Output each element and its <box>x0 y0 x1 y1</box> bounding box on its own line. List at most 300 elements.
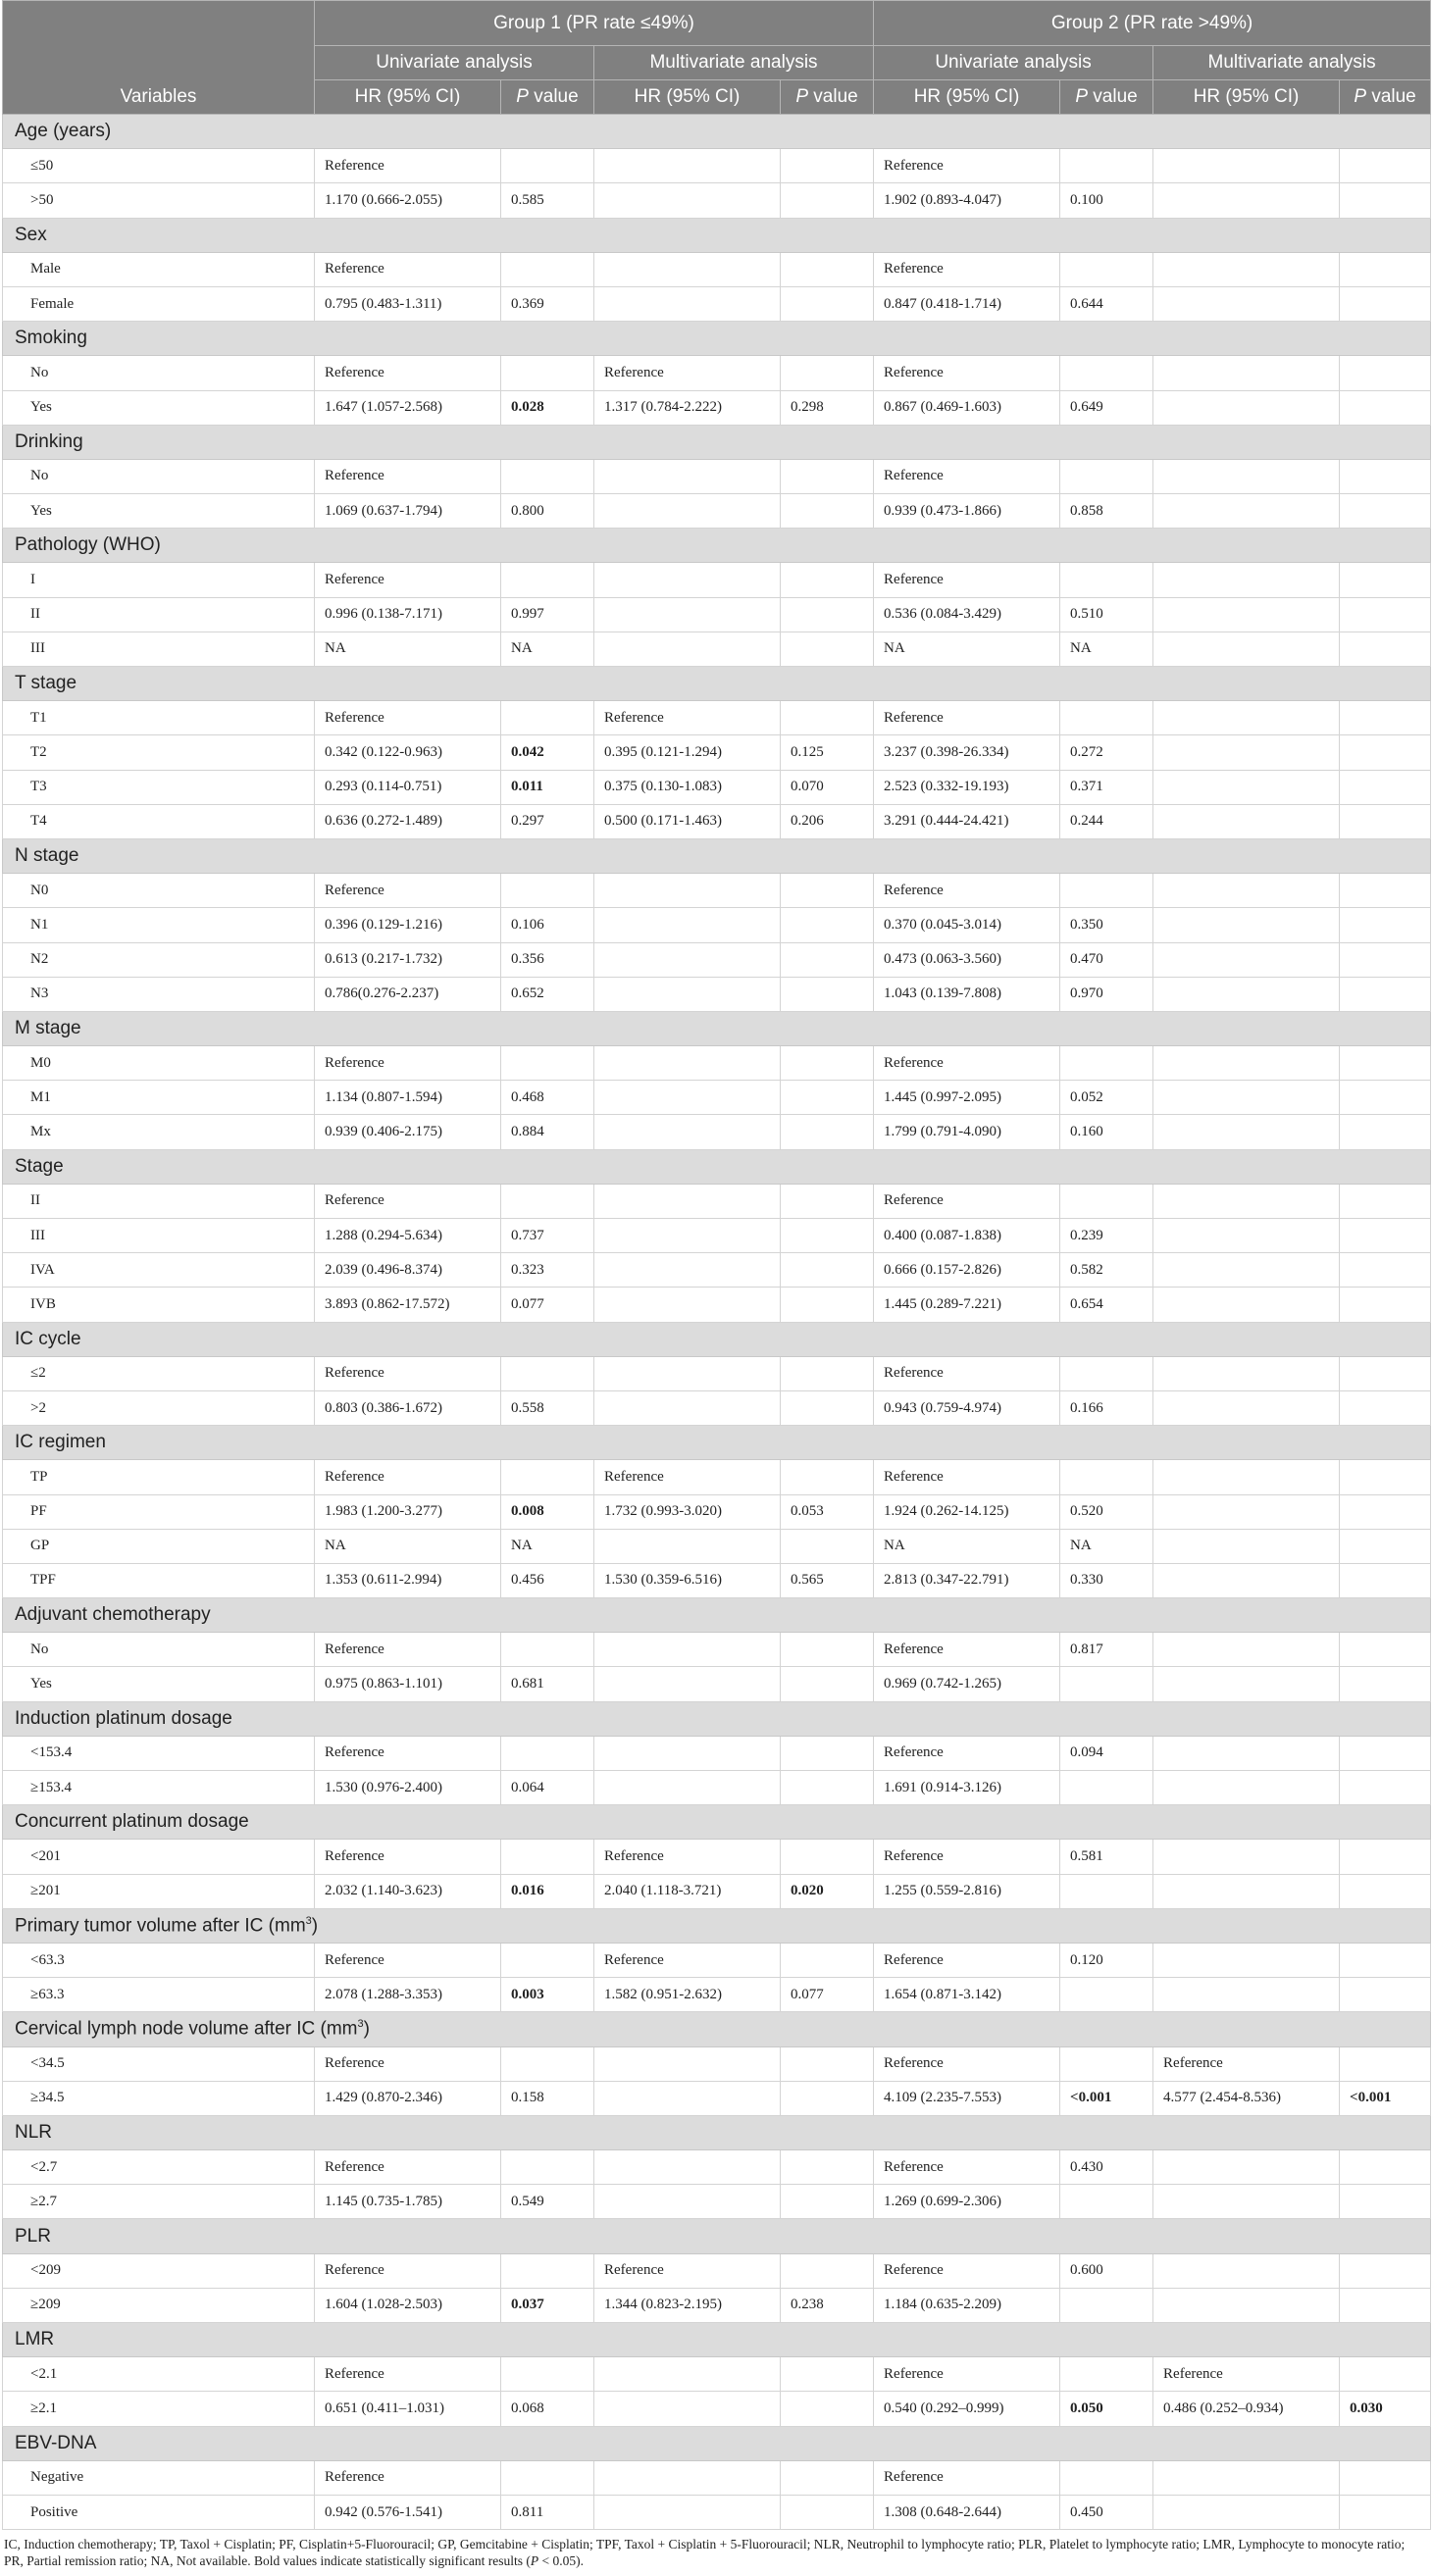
row-label: II <box>3 597 315 631</box>
section-row <box>3 529 1431 563</box>
hr-cell <box>1153 1460 1340 1494</box>
row-label: ≥2.1 <box>3 2392 315 2426</box>
section-title-text: EBV-DNA <box>15 2432 97 2453</box>
hr-cell: Reference <box>874 459 1060 493</box>
p-value-cell <box>1340 2460 1431 2495</box>
hr-cell: 0.500 (0.171-1.463) <box>594 804 781 838</box>
section-row <box>3 1426 1431 1460</box>
p-value-cell <box>1060 874 1153 908</box>
p-value-cell <box>1340 977 1431 1011</box>
hr-cell: Reference <box>874 1460 1060 1494</box>
hr-cell: 0.540 (0.292–0.999) <box>874 2392 1060 2426</box>
p-value-cell <box>501 1046 594 1081</box>
row-label: Negative <box>3 2460 315 2495</box>
row-label: I <box>3 563 315 597</box>
cox-regression-table <box>2 0 1431 2530</box>
section-title-text: Age (years) <box>15 121 112 142</box>
hr-cell: 1.134 (0.807-1.594) <box>315 1081 501 1115</box>
table-row <box>3 252 1431 286</box>
hr-cell <box>1153 1115 1340 1149</box>
hr-cell: 2.813 (0.347-22.791) <box>874 1563 1060 1597</box>
p-value-cell <box>781 1943 874 1977</box>
section-title-text: PLR <box>15 2225 51 2247</box>
p-value-cell <box>501 1736 594 1770</box>
p-value-cell <box>781 149 874 183</box>
p-value-cell: 0.238 <box>781 2288 874 2322</box>
hr-cell: 0.473 (0.063-3.560) <box>874 942 1060 977</box>
table-row <box>3 1736 1431 1770</box>
section-title-text: Concurrent platinum dosage <box>15 1811 249 1833</box>
hr-cell: 1.530 (0.359-6.516) <box>594 1563 781 1597</box>
p-value-cell: 0.206 <box>781 804 874 838</box>
hr-cell <box>594 252 781 286</box>
p-value-cell: 0.239 <box>1060 1219 1153 1253</box>
p-value-cell <box>781 459 874 493</box>
p-value-cell <box>501 701 594 735</box>
p-value-cell <box>1340 286 1431 321</box>
row-label: ≥34.5 <box>3 2081 315 2115</box>
hr-cell <box>1153 2253 1340 2288</box>
hr-cell: 0.795 (0.483-1.311) <box>315 286 501 321</box>
section-title <box>3 529 1431 563</box>
p-value-cell: 0.020 <box>781 1874 874 1908</box>
p-value-word: value <box>808 86 858 107</box>
section-row <box>3 115 1431 149</box>
section-title <box>3 2323 1431 2357</box>
p-value-cell <box>1060 1460 1153 1494</box>
footnote-end: < 0.05). <box>538 2553 585 2569</box>
p-value-cell <box>1060 1184 1153 1218</box>
hr-cell: Reference <box>594 2253 781 2288</box>
p-value-cell <box>501 1356 594 1390</box>
p-value-cell <box>781 1288 874 1322</box>
table-row <box>3 1460 1431 1494</box>
p-value-cell <box>1340 942 1431 977</box>
p-value-cell <box>1060 1771 1153 1805</box>
hr-cell: Reference <box>315 1356 501 1390</box>
hr-cell: 1.647 (1.057-2.568) <box>315 390 501 425</box>
hr-cell: 1.145 (0.735-1.785) <box>315 2185 501 2219</box>
p-value-cell <box>781 1529 874 1563</box>
p-value-cell <box>1060 1667 1153 1701</box>
section-title <box>3 838 1431 873</box>
p-value-cell <box>501 1460 594 1494</box>
hr-cell <box>1153 2288 1340 2322</box>
hr-cell: Reference <box>315 1184 501 1218</box>
hr-cell <box>594 2357 781 2392</box>
section-title-close: ) <box>311 1915 319 1936</box>
section-title <box>3 1701 1431 1736</box>
table-row <box>3 1390 1431 1425</box>
p-value-cell <box>1340 149 1431 183</box>
p-value-cell <box>781 2392 874 2426</box>
hr-cell: 4.577 (2.454-8.536) <box>1153 2081 1340 2115</box>
section-title <box>3 425 1431 459</box>
p-value-cell <box>1340 2150 1431 2185</box>
hr-cell: 0.943 (0.759-4.974) <box>874 1390 1060 1425</box>
table-row <box>3 1046 1431 1081</box>
p-value-cell <box>781 1390 874 1425</box>
section-title <box>3 2219 1431 2253</box>
hr-cell <box>594 1633 781 1667</box>
p-value-cell: 0.125 <box>781 735 874 770</box>
p-value-cell: 0.585 <box>501 183 594 218</box>
hr-cell <box>1153 1356 1340 1390</box>
p-value-cell: 0.817 <box>1060 1633 1153 1667</box>
hr-cell <box>1153 1046 1340 1081</box>
p-value-cell <box>1340 183 1431 218</box>
hr-cell: 1.530 (0.976-2.400) <box>315 1771 501 1805</box>
hr-cell <box>594 597 781 631</box>
section-row <box>3 667 1431 701</box>
p-value-cell: 0.298 <box>781 390 874 425</box>
hr-cell: NA <box>315 1529 501 1563</box>
hr-cell <box>1153 2460 1340 2495</box>
row-label: <2.7 <box>3 2150 315 2185</box>
p-value-cell: 0.158 <box>501 2081 594 2115</box>
hr-cell: 1.654 (0.871-3.142) <box>874 1978 1060 2012</box>
p-value-cell <box>501 1840 594 1874</box>
p-value-cell <box>1340 874 1431 908</box>
section-title <box>3 1426 1431 1460</box>
p-value-cell: 0.244 <box>1060 804 1153 838</box>
hr-cell: Reference <box>594 1460 781 1494</box>
p-value-cell: 0.011 <box>501 770 594 804</box>
p-value-cell <box>781 2046 874 2081</box>
section-title-text: N stage <box>15 845 79 867</box>
p-value-cell <box>781 874 874 908</box>
group2-header: Group 2 (PR rate >49%) <box>874 1 1431 46</box>
row-label: Positive <box>3 2495 315 2529</box>
p-value-cell <box>1060 2460 1153 2495</box>
p-value-cell <box>781 494 874 529</box>
p-value-cell: 0.600 <box>1060 2253 1153 2288</box>
p-value-cell <box>781 286 874 321</box>
p-value-cell: 0.970 <box>1060 977 1153 1011</box>
hr-cell: 0.293 (0.114-0.751) <box>315 770 501 804</box>
hr-cell: 1.170 (0.666-2.055) <box>315 183 501 218</box>
p-value-cell <box>1340 1563 1431 1597</box>
row-label: N2 <box>3 942 315 977</box>
row-label: Male <box>3 252 315 286</box>
p-value-cell: 0.120 <box>1060 1943 1153 1977</box>
table-row <box>3 1978 1431 2012</box>
p-value-cell <box>1340 1633 1431 1667</box>
hr-cell: 0.536 (0.084-3.429) <box>874 597 1060 631</box>
group1-header: Group 1 (PR rate ≤49%) <box>315 1 874 46</box>
p-value-cell: <0.001 <box>1060 2081 1153 2115</box>
hr-cell <box>1153 597 1340 631</box>
section-row <box>3 1149 1431 1184</box>
p-value-cell <box>501 149 594 183</box>
hr-cell: Reference <box>874 701 1060 735</box>
table-row <box>3 286 1431 321</box>
p-value-cell <box>1060 149 1153 183</box>
hr-cell: 2.523 (0.332-19.193) <box>874 770 1060 804</box>
table-row <box>3 1529 1431 1563</box>
section-title-text: T stage <box>15 673 77 694</box>
table-row <box>3 1081 1431 1115</box>
hr-cell <box>1153 908 1340 942</box>
p-value-cell <box>1340 1390 1431 1425</box>
section-row <box>3 1701 1431 1736</box>
table-row <box>3 183 1431 218</box>
hr-cell <box>1153 2185 1340 2219</box>
table-row <box>3 735 1431 770</box>
p-value-header <box>1060 80 1153 115</box>
hr-cell <box>1153 1840 1340 1874</box>
p-value-cell <box>501 874 594 908</box>
section-title <box>3 667 1431 701</box>
hr-cell <box>1153 1667 1340 1701</box>
table-row <box>3 1253 1431 1288</box>
hr-cell <box>594 1529 781 1563</box>
group1-univariate-header: Univariate analysis <box>315 46 594 80</box>
table-row <box>3 390 1431 425</box>
row-label: <201 <box>3 1840 315 1874</box>
hr-cell: NA <box>315 631 501 666</box>
hr-cell: 0.636 (0.272-1.489) <box>315 804 501 838</box>
p-value-cell <box>1060 2185 1153 2219</box>
section-row <box>3 218 1431 252</box>
hr-cell <box>1153 1736 1340 1770</box>
hr-cell: Reference <box>315 1460 501 1494</box>
hr-cell <box>594 563 781 597</box>
hr-cell: Reference <box>315 563 501 597</box>
p-value-cell <box>501 2460 594 2495</box>
table-footnote <box>0 2530 1430 2569</box>
hr-cell: 0.939 (0.406-2.175) <box>315 1115 501 1149</box>
hr-cell: 0.666 (0.157-2.826) <box>874 1253 1060 1288</box>
row-label: Yes <box>3 494 315 529</box>
row-label: ≤50 <box>3 149 315 183</box>
section-row <box>3 1805 1431 1840</box>
row-label: Mx <box>3 1115 315 1149</box>
hr-cell: Reference <box>1153 2046 1340 2081</box>
table-row <box>3 2185 1431 2219</box>
row-label: ≥209 <box>3 2288 315 2322</box>
row-label: No <box>3 356 315 390</box>
hr-cell: 1.317 (0.784-2.222) <box>594 390 781 425</box>
p-value-cell <box>1060 1978 1153 2012</box>
section-row <box>3 1598 1431 1633</box>
p-value-cell <box>501 459 594 493</box>
hr-cell: 0.975 (0.863-1.101) <box>315 1667 501 1701</box>
p-symbol: P <box>1075 86 1089 107</box>
p-value-cell: 0.737 <box>501 1219 594 1253</box>
section-row <box>3 425 1431 459</box>
section-title <box>3 322 1431 356</box>
row-label: ≤2 <box>3 1356 315 1390</box>
hr-cell: 0.803 (0.386-1.672) <box>315 1390 501 1425</box>
hr-cell: 1.902 (0.893-4.047) <box>874 183 1060 218</box>
hr-cell: Reference <box>315 1633 501 1667</box>
section-row <box>3 2115 1431 2149</box>
p-value-cell <box>781 356 874 390</box>
p-value-cell <box>1060 1046 1153 1081</box>
hr-cell <box>594 286 781 321</box>
p-value-cell <box>501 1943 594 1977</box>
p-symbol: P <box>516 86 529 107</box>
row-label: N1 <box>3 908 315 942</box>
table-row <box>3 494 1431 529</box>
hr-cell: 2.040 (1.118-3.721) <box>594 1874 781 1908</box>
section-title <box>3 1598 1431 1633</box>
section-title-text: LMR <box>15 2329 55 2350</box>
row-label: Female <box>3 286 315 321</box>
p-value-cell <box>1340 1184 1431 1218</box>
p-value-cell <box>781 977 874 1011</box>
table-row <box>3 2495 1431 2529</box>
p-value-cell <box>501 2046 594 2081</box>
p-value-cell: 0.644 <box>1060 286 1153 321</box>
hr-cell: Reference <box>315 874 501 908</box>
hr-cell <box>1153 2495 1340 2529</box>
hr-cell: 1.255 (0.559-2.816) <box>874 1874 1060 1908</box>
hr-cell: 1.445 (0.997-2.095) <box>874 1081 1060 1115</box>
hr-ci-header: HR (95% CI) <box>874 80 1060 115</box>
p-symbol: P <box>795 86 809 107</box>
hr-cell <box>1153 390 1340 425</box>
row-label: <34.5 <box>3 2046 315 2081</box>
row-label: <209 <box>3 2253 315 2288</box>
p-value-cell <box>1340 631 1431 666</box>
row-label: PF <box>3 1494 315 1529</box>
p-value-cell: 0.581 <box>1060 1840 1153 1874</box>
hr-ci-header: HR (95% CI) <box>1153 80 1340 115</box>
p-value-cell <box>1340 1978 1431 2012</box>
p-value-cell <box>1340 390 1431 425</box>
hr-cell: 1.445 (0.289-7.221) <box>874 1288 1060 1322</box>
group2-univariate-header: Univariate analysis <box>874 46 1153 80</box>
hr-cell: Reference <box>874 149 1060 183</box>
table-row <box>3 770 1431 804</box>
p-value-cell: 0.077 <box>781 1978 874 2012</box>
p-value-cell <box>1060 1874 1153 1908</box>
hr-cell: Reference <box>874 1633 1060 1667</box>
hr-cell: Reference <box>315 2253 501 2288</box>
p-value-cell: NA <box>501 631 594 666</box>
row-label: ≥63.3 <box>3 1978 315 2012</box>
p-value-cell <box>781 183 874 218</box>
p-value-word: value <box>1088 86 1138 107</box>
hr-cell: 1.732 (0.993-3.020) <box>594 1494 781 1529</box>
p-value-cell <box>781 1184 874 1218</box>
p-value-cell <box>1340 804 1431 838</box>
hr-cell <box>1153 1184 1340 1218</box>
hr-cell: Reference <box>315 2046 501 2081</box>
hr-cell <box>1153 804 1340 838</box>
table-row <box>3 942 1431 977</box>
section-title-superscript: 3 <box>357 2018 364 2031</box>
hr-cell <box>1153 1943 1340 1977</box>
table-row <box>3 977 1431 1011</box>
p-value-cell: 0.811 <box>501 2495 594 2529</box>
p-value-cell <box>1340 563 1431 597</box>
table-row <box>3 1633 1431 1667</box>
hr-cell: Reference <box>874 2460 1060 2495</box>
hr-cell: 0.939 (0.473-1.866) <box>874 494 1060 529</box>
hr-cell <box>594 1390 781 1425</box>
p-value-cell <box>781 631 874 666</box>
hr-cell <box>1153 2150 1340 2185</box>
table-row <box>3 1356 1431 1390</box>
hr-cell <box>1153 286 1340 321</box>
p-value-cell <box>1340 1494 1431 1529</box>
hr-cell <box>1153 252 1340 286</box>
hr-cell <box>1153 1081 1340 1115</box>
p-value-cell <box>1340 1529 1431 1563</box>
section-title-text: Adjuvant chemotherapy <box>15 1604 211 1626</box>
p-value-cell: 0.800 <box>501 494 594 529</box>
hr-cell <box>1153 631 1340 666</box>
table-row <box>3 2046 1431 2081</box>
p-value-word: value <box>1366 86 1416 107</box>
hr-cell <box>594 1115 781 1149</box>
p-value-cell: NA <box>501 1529 594 1563</box>
p-value-cell: 0.649 <box>1060 390 1153 425</box>
p-value-cell: 0.106 <box>501 908 594 942</box>
p-value-cell <box>1340 1460 1431 1494</box>
hr-cell <box>1153 1529 1340 1563</box>
footnote-p-symbol: P <box>530 2553 539 2569</box>
row-label: TP <box>3 1460 315 1494</box>
hr-cell: Reference <box>315 1840 501 1874</box>
p-value-cell: 0.068 <box>501 2392 594 2426</box>
p-value-cell <box>781 252 874 286</box>
p-value-cell <box>1340 735 1431 770</box>
hr-cell: NA <box>874 631 1060 666</box>
hr-cell <box>1153 494 1340 529</box>
hr-cell <box>1153 1633 1340 1667</box>
p-value-cell <box>1340 356 1431 390</box>
p-value-cell: 0.654 <box>1060 1288 1153 1322</box>
hr-cell <box>594 1288 781 1322</box>
hr-cell: Reference <box>874 2357 1060 2392</box>
row-label: M0 <box>3 1046 315 1081</box>
p-value-cell <box>1060 2288 1153 2322</box>
hr-cell: Reference <box>874 1046 1060 1081</box>
hr-cell: 0.942 (0.576-1.541) <box>315 2495 501 2529</box>
p-value-cell <box>781 1219 874 1253</box>
hr-cell: Reference <box>594 701 781 735</box>
hr-cell <box>594 2185 781 2219</box>
hr-cell: Reference <box>874 563 1060 597</box>
p-value-cell <box>1060 356 1153 390</box>
p-value-cell: 0.450 <box>1060 2495 1153 2529</box>
table-row <box>3 908 1431 942</box>
table-row <box>3 1494 1431 1529</box>
section-title <box>3 2426 1431 2460</box>
section-row <box>3 2426 1431 2460</box>
table-row <box>3 1288 1431 1322</box>
p-value-cell: 0.016 <box>501 1874 594 1908</box>
hr-cell <box>1153 701 1340 735</box>
p-value-cell <box>501 1184 594 1218</box>
p-value-cell: 0.356 <box>501 942 594 977</box>
p-value-cell: 0.077 <box>501 1288 594 1322</box>
hr-cell: 1.344 (0.823-2.195) <box>594 2288 781 2322</box>
hr-cell: 1.582 (0.951-2.632) <box>594 1978 781 2012</box>
table-row <box>3 2253 1431 2288</box>
hr-cell <box>594 2046 781 2081</box>
hr-cell <box>594 1771 781 1805</box>
p-value-word: value <box>528 86 579 107</box>
p-value-cell: 0.052 <box>1060 1081 1153 1115</box>
p-value-cell <box>781 1460 874 1494</box>
hr-cell: 1.184 (0.635-2.209) <box>874 2288 1060 2322</box>
p-value-cell <box>781 942 874 977</box>
